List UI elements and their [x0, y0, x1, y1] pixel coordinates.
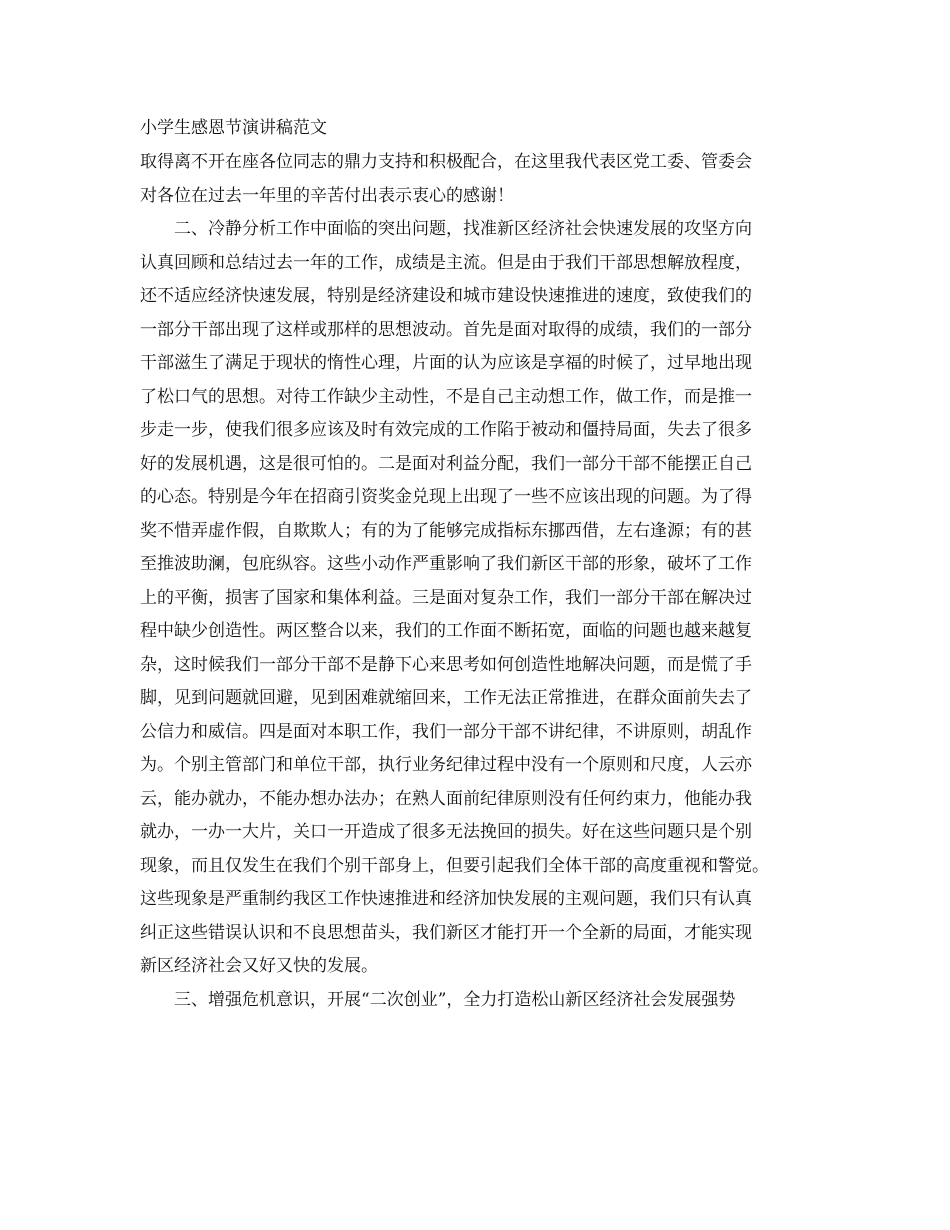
text-line: 对各位在过去一年里的辛苦付出表示衷心的感谢！ — [140, 185, 514, 206]
text-line: 好的发展机遇，这是很可怕的。二是面对利益分配，我们一部分干部不能摆正自己 — [140, 453, 752, 474]
text-line: 现象，而且仅发生在我们个别干部身上，但要引起我们全体干部的高度重视和警觉。 — [140, 855, 769, 876]
section-heading: 三、增强危机意识，开展“二次创业”，全力打造松山新区经济社会发展强势 — [174, 989, 736, 1010]
text-line: 上的平衡，损害了国家和集体利益。三是面对复杂工作，我们一部分干部在解决过 — [140, 587, 752, 608]
section-heading: 二、冷静分析工作中面临的突出问题，找准新区经济社会快速发展的攻坚方向 — [174, 219, 752, 239]
text-line: 公信力和威信。四是面对本职工作，我们一部分干部不讲纪律，不讲原则，胡乱作 — [140, 721, 752, 742]
text-line: 这些现象是严重制约我区工作快速推进和经济加快发展的主观问题，我们只有认真 — [140, 889, 752, 909]
text-line: 还不适应经济快速发展，特别是经济建设和城市建设快速推进的速度，致使我们的 — [140, 286, 752, 306]
text-line: 就办，一办一大片，关口一开造成了很多无法挽回的损失。好在这些问题只是个别 — [140, 822, 752, 842]
text-line: 了松口气的思想。对待工作缺少主动性，不是自己主动想工作，做工作，而是推一 — [140, 386, 752, 407]
text-line: 一部分干部出现了这样或那样的思想波动。首先是面对取得的成绩，我们的一部分 — [140, 319, 752, 340]
text-line: 奖不惜弄虚作假，自欺欺人；有的为了能够完成指标东挪西借，左右逢源；有的甚 — [140, 520, 752, 541]
text-line: 云，能办就办，不能办想办法办；在熟人面前纪律原则没有任何约束力，他能办我 — [140, 788, 752, 809]
text-line: 程中缺少创造性。两区整合以来，我们的工作面不断拓宽，面临的问题也越来越复 — [140, 621, 752, 641]
text-line: 纠正这些错误认识和不良思想苗头，我们新区才能打开一个全新的局面，才能实现 — [140, 922, 752, 943]
text-line: 取得离不开在座各位同志的鼎力支持和积极配合，在这里我代表区党工委、管委会 — [140, 152, 752, 172]
document-body — [140, 146, 820, 1017]
text-line: 脚，见到问题就回避，见到困难就缩回来，工作无法正常推进，在群众面前失去了 — [140, 688, 752, 708]
text-line: 干部滋生了满足于现状的惰性心理，片面的认为应该是享福的时候了，过早地出现 — [140, 353, 752, 373]
text-line: 新区经济社会又好又快的发展。 — [140, 956, 378, 976]
text-line: 认真回顾和总结过去一年的工作，成绩是主流。但是由于我们干部思想解放程度， — [140, 252, 752, 273]
text-line: 杂，这时候我们一部分干部不是静下心来思考如何创造性地解决问题，而是慌了手 — [140, 654, 752, 675]
text-line: 至推波助澜，包庇纵容。这些小动作严重影响了我们新区干部的形象，破坏了工作 — [140, 554, 752, 574]
text-line: 的心态。特别是今年在招商引资奖金兑现上出现了一些不应该出现的问题。为了得 — [140, 487, 752, 507]
text-line: 为。个别主管部门和单位干部，执行业务纪律过程中没有一个原则和尺度，人云亦 — [140, 755, 752, 775]
text-line: 步走一步，使我们很多应该及时有效完成的工作陷于被动和僵持局面，失去了很多 — [140, 420, 752, 440]
document-title: 小学生感恩节演讲稿范文 — [140, 118, 327, 138]
